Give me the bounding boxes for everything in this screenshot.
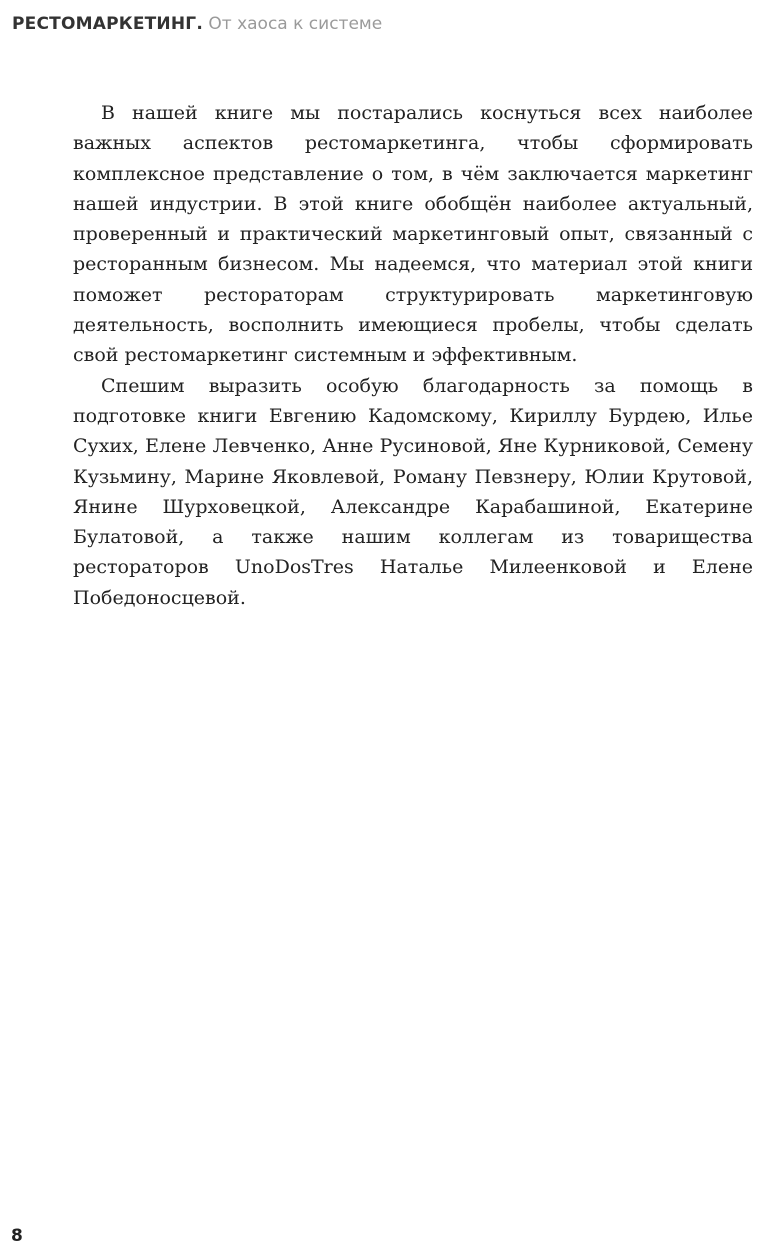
- paragraph: Спешим выразить особую благодарность за помощь в подготовке книги Евгению Кадомскому, Кириллу Бурдею, Илье Сухих, Елене Левченко, Анне Русиновой, Яне Курниковой, Семену Кузьмину, Марине Яковлевой, Роману Певзнеру, Юлии Крутовой, Янине Шурховецкой, Александре Карабашиной, Екатерине Булатовой, а также нашим коллегам из товарищества рестораторов UnoDosTres Наталье Милеенковой и Елене Победоносцевой.: [73, 374, 753, 609]
- book-subtitle: От хаоса к системе: [208, 14, 383, 34]
- body-text: [73, 98, 753, 613]
- page-number: 8: [11, 1226, 23, 1246]
- book-title: РЕСТОМАРКЕТИНГ.: [12, 14, 203, 34]
- running-head: [12, 12, 382, 36]
- paragraph: В нашей книге мы постарались коснуться всех наиболее важных аспектов рестомаркетинга, чтобы сформировать комплексное представление о том, в чём заключается маркетинг нашей индустрии. В этой книге обобщён наиболее актуальный, проверенный и практический маркетинговый опыт, связанный с ресторанным бизнесом. Мы надеемся, что материал этой книги поможет рестораторам структурировать маркетинговую деятельность, восполнить имеющиеся пробелы, чтобы сделать свой рестомаркетинг системным и эффективным.: [73, 102, 753, 367]
